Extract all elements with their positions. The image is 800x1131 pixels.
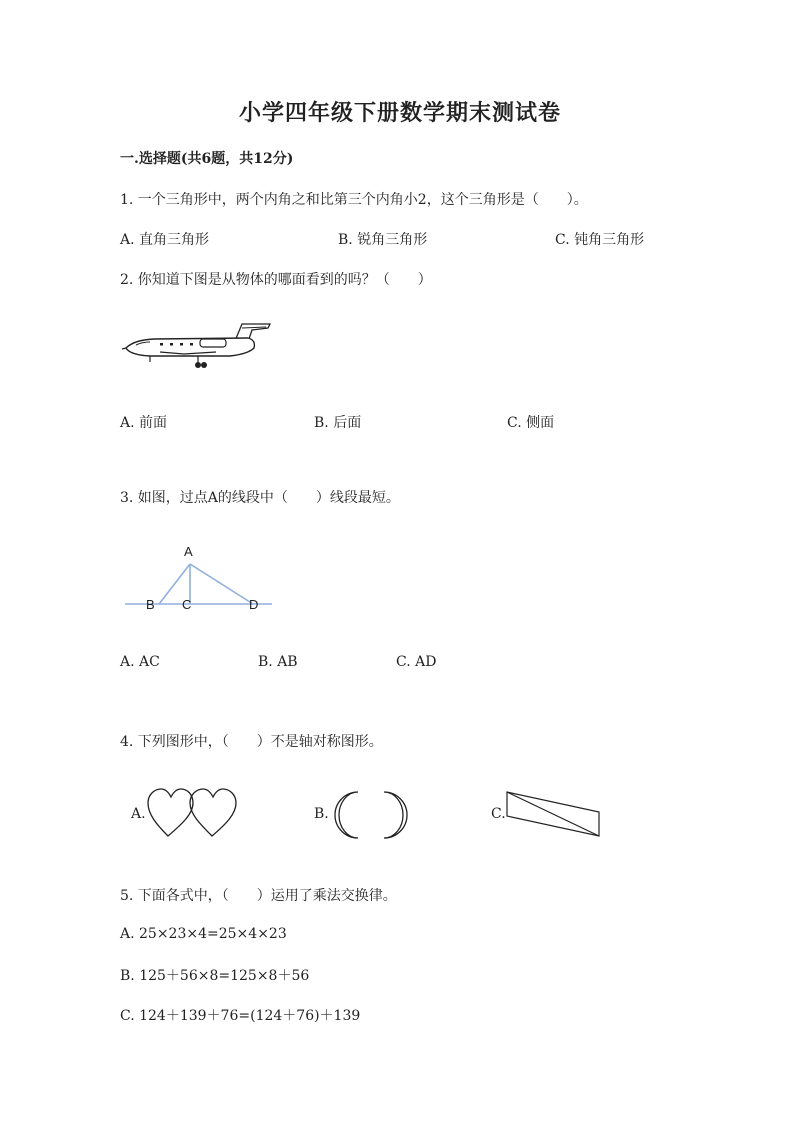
two-hearts-figure xyxy=(146,788,240,840)
question-5-text: 5. 下面各式中，（ ）运用了乘法交换律。 xyxy=(120,888,397,904)
question-4-option-a: A. xyxy=(131,806,146,822)
question-5-option-a: A. 25×23×4=25×4×23 xyxy=(120,926,287,942)
point-label-c: C xyxy=(182,597,192,612)
question-1-option-a: A. 直角三角形 xyxy=(120,232,210,248)
question-3-option-b: B. AB xyxy=(258,654,298,670)
point-label-d: D xyxy=(249,597,259,612)
question-4-option-b: B. xyxy=(314,806,329,822)
question-3-text: 3. 如图，过点A的线段中（ ）线段最短。 xyxy=(120,490,400,506)
two-crescents-figure xyxy=(328,790,414,840)
airplane-image xyxy=(120,318,275,370)
line-segment-figure xyxy=(120,540,280,620)
question-5-option-b: B. 125＋56×8=125×8＋56 xyxy=(120,968,310,984)
point-label-b: B xyxy=(146,597,155,612)
question-2-option-b: B. 后面 xyxy=(314,415,362,431)
question-1-option-b: B. 锐角三角形 xyxy=(338,232,428,248)
segment-ad xyxy=(190,564,253,604)
question-3-option-a: A. AC xyxy=(120,654,160,670)
question-1-text: 1. 一个三角形中，两个内角之和比第三个内角小2，这个三角形是（ ）。 xyxy=(120,192,588,208)
two-triangles-figure xyxy=(505,790,601,838)
section-heading: 一.选择题(共6题，共12分) xyxy=(120,151,294,167)
question-2-option-c: C. 侧面 xyxy=(507,415,555,431)
question-2-text: 2. 你知道下图是从物体的哪面看到的吗？（ ） xyxy=(120,272,432,288)
question-5-option-c: C. 124＋139＋76=(124＋76)＋139 xyxy=(120,1008,361,1024)
question-3-option-c: C. AD xyxy=(396,654,437,670)
question-1-option-c: C. 钝角三角形 xyxy=(555,232,645,248)
page-title: 小学四年级下册数学期末测试卷 xyxy=(238,100,561,126)
question-4-text: 4. 下列图形中，（ ）不是轴对称图形。 xyxy=(120,734,383,750)
question-2-option-a: A. 前面 xyxy=(120,415,168,431)
point-label-a: A xyxy=(184,544,193,559)
question-4-option-c: C. xyxy=(491,806,506,822)
